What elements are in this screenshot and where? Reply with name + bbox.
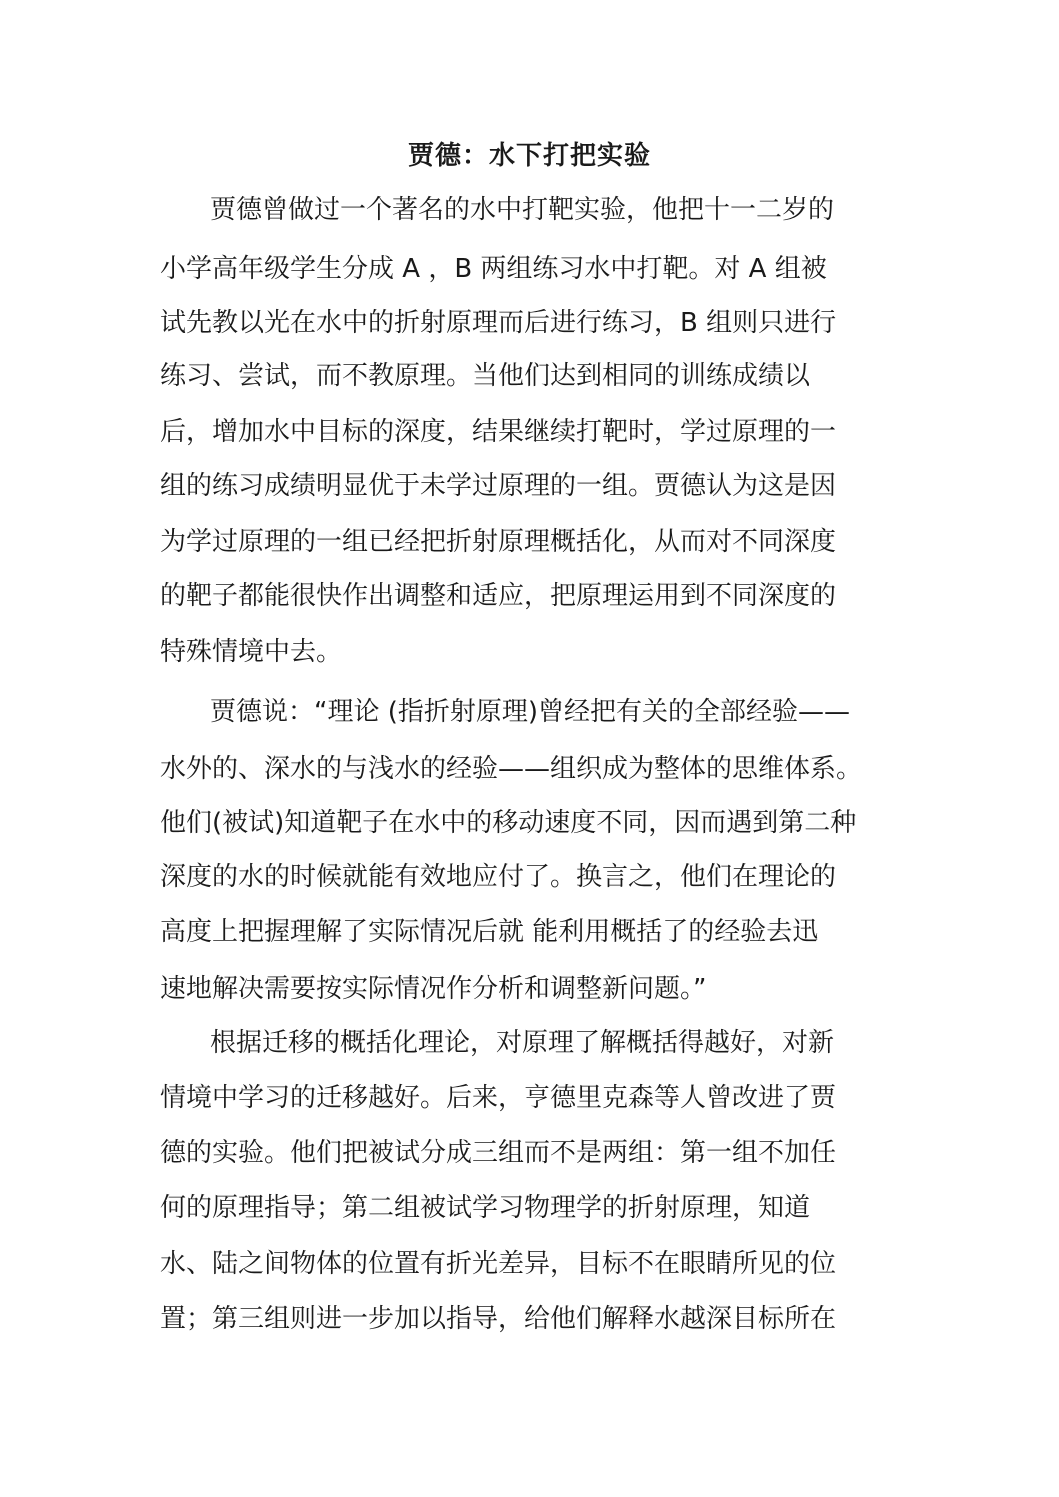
paragraph-line: 练习、尝试，而不教原理。当他们达到相同的训练成绩以 [160, 361, 811, 391]
paragraph-line: 高度上把握理解了实际情况后就 能利用概括了的经验去迅 [160, 917, 819, 947]
paragraph-line: 后，增加水中目标的深度，结果继续打靶时，学过原理的一 [160, 417, 837, 447]
paragraph-line: 速地解决需要按实际情况作分析和调整新问题。” [160, 974, 707, 1004]
paragraph-line: 情境中学习的迁移越好。后来，亨德里克森等人曾改进了贾 [160, 1083, 837, 1113]
paragraph-line: 深度的水的时候就能有效地应付了。换言之，他们在理论的 [160, 862, 837, 892]
paragraph-line: 水外的、深水的与浅水的经验——组织成为整体的思维体系。 [160, 754, 863, 784]
paragraph-line: 贾德说：“理论 (指折射原理)曾经把有关的全部经验—— [210, 697, 851, 727]
paragraph-line: 的靶子都能很快作出调整和适应，把原理运用到不同深度的 [160, 581, 837, 611]
document-title: 贾德：水下打把实验 [407, 141, 651, 171]
paragraph-line: 水、陆之间物体的位置有折光差异，目标不在眼睛所见的位 [160, 1249, 837, 1279]
paragraph-line: 为学过原理的一组已经把折射原理概括化，从而对不同深度 [160, 527, 837, 557]
paragraph-line: 他们(被试)知道靶子在水中的移动速度不同，因而遇到第二种 [160, 808, 857, 838]
paragraph-line: 小学高年级学生分成 A ，B 两组练习水中打靶。对 A 组被 [160, 254, 827, 284]
paragraph-line: 何的原理指导；第二组被试学习物理学的折射原理，知道 [160, 1193, 811, 1223]
paragraph-line: 组的练习成绩明显优于未学过原理的一组。贾德认为这是因 [160, 471, 837, 501]
paragraph-line: 德的实验。他们把被试分成三组而不是两组：第一组不加任 [160, 1138, 837, 1168]
paragraph-line: 特殊情境中去。 [160, 637, 343, 667]
paragraph-line: 试先教以光在水中的折射原理而后进行练习，B 组则只进行 [160, 308, 837, 338]
paragraph-line: 置；第三组则进一步加以指导，给他们解释水越深目标所在 [160, 1304, 837, 1334]
paragraph-line: 贾德曾做过一个著名的水中打靶实验，他把十一二岁的 [210, 195, 835, 225]
paragraph-line: 根据迁移的概括化理论，对原理了解概括得越好，对新 [210, 1028, 835, 1058]
